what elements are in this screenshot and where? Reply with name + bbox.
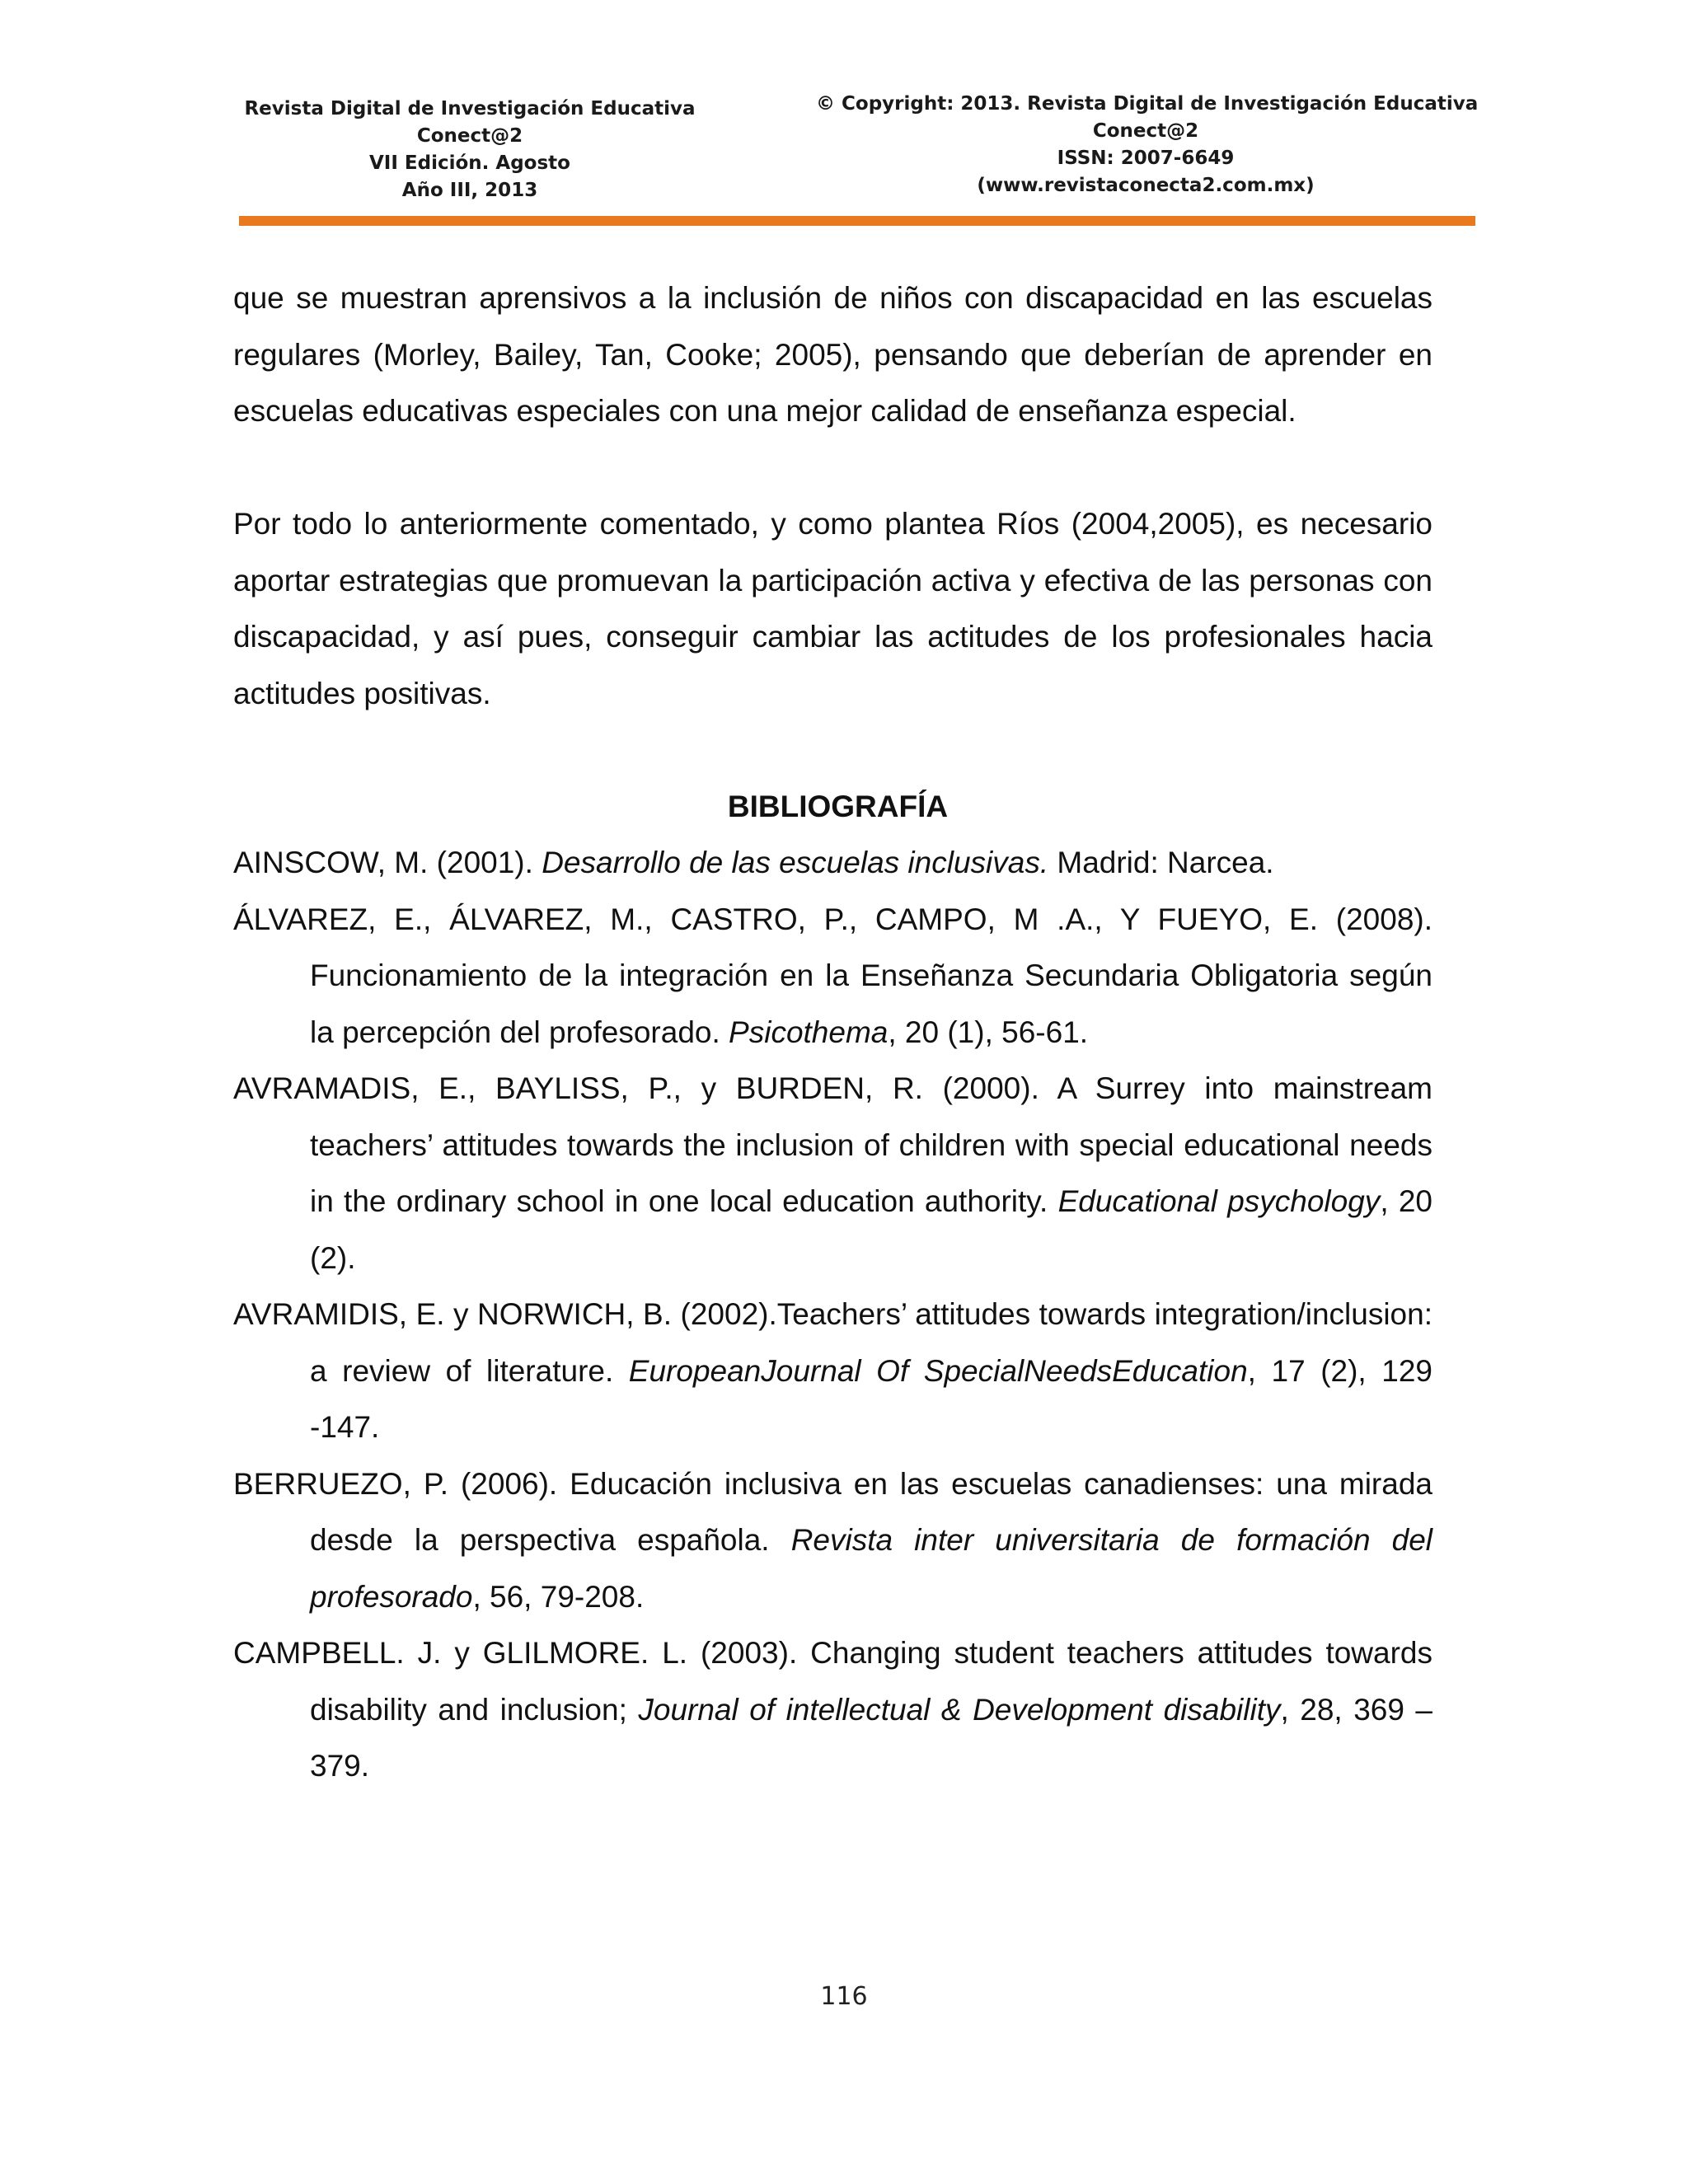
reference-item (233, 892, 1432, 1062)
reference-text: ÁLVAREZ, E., ÁLVAREZ, M., CASTRO, P., CAMPO, M .A., Y FUEYO, E. (2008). Funcionamiento de la integración en la Enseñanza Secundaria Obligatoria según la percepción del profesorado. (233, 902, 1432, 1049)
reference-title: Psicothema (729, 1015, 889, 1049)
reference-title: Journal of intellectual & Development disability (638, 1692, 1281, 1727)
page-header (239, 91, 1479, 214)
reference-title: Revista inter universitaria de formación del profesorado (310, 1523, 1432, 1614)
reference-text: Madrid: Narcea. (1048, 846, 1274, 879)
reference-title: Educational psychology (1057, 1184, 1381, 1218)
page-number: 116 (820, 1982, 868, 2011)
header-left-line: Año III, 2013 (401, 180, 538, 201)
reference-title: EuropeanJournal Of SpecialNeedsEducation (628, 1353, 1248, 1388)
header-divider (239, 216, 1475, 226)
reference-item (233, 1286, 1432, 1456)
reference-text: , 20 (2). (310, 1184, 1432, 1275)
bibliography-list (233, 835, 1432, 1795)
header-right-line: © Copyright: 2013. Revista Digital de Investigación Educativa (816, 93, 1479, 115)
page-content (233, 270, 1432, 1795)
reference-text: AVRAMIDIS, E. y NORWICH, B. (2002).Teachers’ attitudes towards integration/inclusion: a review of literature. (233, 1297, 1432, 1388)
reference-text: , 56, 79-208. (472, 1579, 645, 1614)
header-right-line: ISSN: 2007-6649 (1057, 148, 1235, 169)
reference-text: CAMPBELL. J. y GLILMORE. L. (2003). Changing student teachers attitudes towards disability and inclusion; (233, 1636, 1432, 1727)
reference-item (233, 1456, 1432, 1626)
reference-text: AINSCOW, M. (2001). (233, 846, 542, 879)
reference-item (233, 835, 1432, 892)
header-copyright-info (816, 91, 1479, 199)
header-left-line: Conect@2 (416, 125, 523, 147)
reference-item (233, 1061, 1432, 1286)
reference-title: Desarrollo de las escuelas inclusivas. (542, 846, 1049, 879)
header-left-line: VII Edición. Agosto (369, 152, 570, 174)
reference-text: , 20 (1), 56-61. (888, 1015, 1089, 1049)
reference-text: , 28, 369 – 379. (310, 1692, 1432, 1783)
header-journal-info (239, 96, 701, 204)
body-paragraph: que se muestran aprensivos a la inclusión de niños con discapacidad en las escuelas regulares (Morley, Bailey, Tan, Cooke; 2005), pensando que deberían de aprender en escuelas educativas especiales con una mejor calidad de enseñanza especial. (233, 281, 1432, 428)
header-right-line: (www.revistaconecta2.com.mx) (977, 175, 1315, 196)
body-paragraph: Por todo lo anteriormente comentado, y como plantea Ríos (2004,2005), es necesario aportar estrategias que promuevan la participación activa y efectiva de las personas con discapacidad, y así pues, conseguir cambiar las actitudes de los profesionales hacia actitudes positivas. (233, 507, 1432, 710)
bibliography-heading: BIBLIOGRAFÍA (727, 789, 949, 823)
reference-text: BERRUEZO, P. (2006). Educación inclusiva en las escuelas canadienses: una mirada desde la perspectiva española. (233, 1466, 1432, 1557)
reference-text: AVRAMADIS, E., BAYLISS, P., y BURDEN, R. (2000). A Surrey into mainstream teachers’ attitudes towards the inclusion of children with special educational needs in the ordinary school in one local education authority. (233, 1071, 1432, 1218)
reference-item (233, 1625, 1432, 1795)
reference-text: , 17 (2), 129 -147. (310, 1353, 1432, 1444)
header-left-line: Revista Digital de Investigación Educativa (244, 98, 696, 120)
header-right-line: Conect@2 (1092, 120, 1199, 142)
